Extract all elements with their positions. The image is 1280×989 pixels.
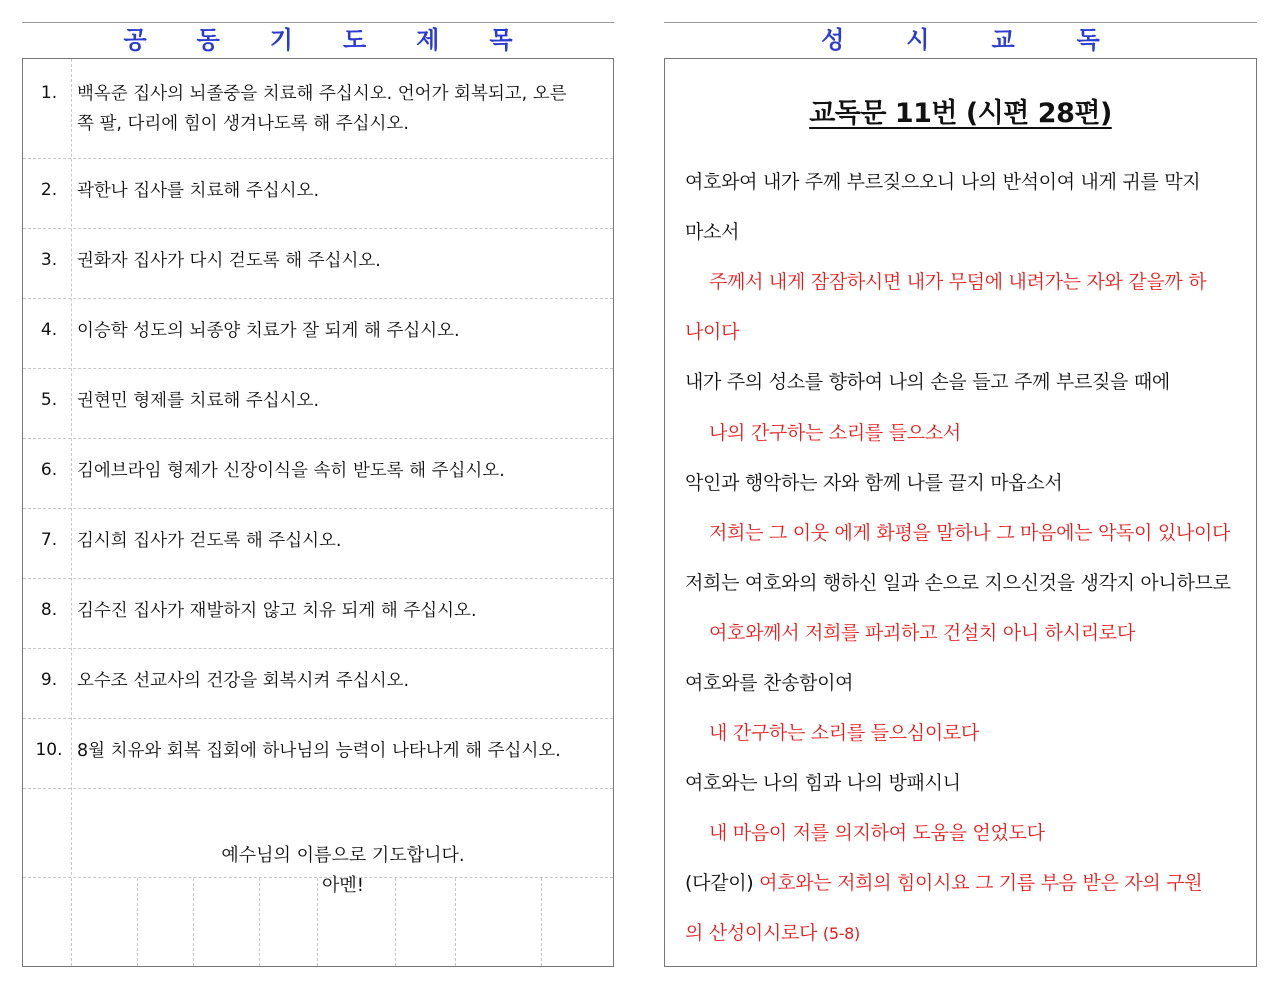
prayer-item	[23, 648, 613, 719]
leader-line: 여호와를 찬송함이여	[685, 672, 854, 694]
grid-divider	[71, 878, 72, 966]
response-line: 주께서 내게 잠잠하시면 내가 무덤에 내려가는 자와 같을까 하	[709, 271, 1207, 293]
unison-label: (다같이)	[685, 872, 754, 894]
prayer-item	[23, 59, 613, 159]
prayer-item	[23, 158, 613, 229]
prayer-number: 8.	[40, 600, 58, 620]
prayer-item	[23, 438, 613, 509]
response-line: 내 간구하는 소리를 들으심이로다	[709, 722, 979, 744]
response-line: 나의 간구하는 소리를 들으소서	[709, 422, 961, 444]
unison-text: 의 산성이시로다	[685, 922, 818, 944]
prayer-text: 권화자 집사가 다시 걷도록 해 주십시오.	[77, 251, 381, 271]
unison-text: 여호와는 저희의 힘이시요 그 기름 부음 받은 자의 구원	[759, 872, 1203, 894]
prayer-number: 7.	[40, 530, 58, 550]
prayer-text: 곽한나 집사를 치료해 주십시오.	[77, 181, 320, 201]
unison-line	[685, 868, 1250, 895]
prayer-text: 김에브라임 형제가 신장이식을 속히 받도록 해 주십시오.	[77, 461, 505, 481]
prayer-number: 3.	[40, 250, 58, 270]
prayer-text: 오수조 선교사의 건강을 회복시켜 주십시오.	[77, 671, 410, 691]
leader-line: 저희는 여호와의 행하신 일과 손으로 지으신것을 생각지 아니하므로	[685, 572, 1231, 594]
prayer-text: 이승학 성도의 뇌종양 치료가 잘 되게 해 주십시오.	[77, 321, 460, 341]
reading-title: 교독문 11번 (시편 28편)	[809, 98, 1112, 129]
prayer-item	[23, 228, 613, 299]
leader-line: 여호와여 내가 주께 부르짖으오니 나의 반석이여 내게 귀를 막지	[685, 171, 1201, 193]
prayer-item	[23, 508, 613, 579]
prayer-text: 백옥준 집사의 뇌졸중을 치료해 주십시오. 언어가 회복되고, 오른쪽 팔, 다리에 힘이 생겨나도록 해 주십시오.	[77, 84, 567, 134]
response-line: 나이다	[685, 321, 740, 343]
verse-reference: (5-8)	[822, 924, 860, 943]
reading-header: 성시교독	[821, 26, 1162, 54]
response-line: 저희는 그 이웃 에게 화평을 말하나 그 마음에는 악독이 있나이다	[709, 522, 1231, 544]
prayer-text: 김시희 집사가 걷도록 해 주십시오.	[77, 531, 342, 551]
prayer-number: 1.	[40, 83, 58, 103]
closing-prayer: 예수님의 이름으로 기도합니다.	[221, 845, 465, 866]
right-header-rule	[664, 22, 1257, 23]
leader-line: 여호와는 나의 힘과 나의 방패시니	[685, 772, 961, 794]
leader-line: 악인과 행악하는 자와 함께 나를 끌지 마옵소서	[685, 472, 1063, 494]
prayer-number: 10.	[35, 740, 63, 760]
prayer-number: 6.	[40, 460, 58, 480]
prayer-item	[23, 718, 613, 789]
responsive-reading-panel	[664, 58, 1257, 967]
prayer-number: 5.	[40, 390, 58, 410]
prayer-text: 권현민 형제를 치료해 주십시오.	[77, 391, 320, 411]
prayer-header: 공동기도제목	[123, 26, 563, 54]
prayer-text: 김수진 집사가 재발하지 않고 치유 되게 해 주십시오.	[77, 601, 477, 621]
prayer-item	[23, 368, 613, 439]
prayer-item	[23, 578, 613, 649]
left-header-rule	[22, 22, 614, 23]
unison-line	[685, 918, 1250, 945]
closing-amen: 아멘!	[322, 875, 364, 896]
prayer-number: 4.	[40, 320, 58, 340]
prayer-list-panel	[22, 58, 614, 967]
leader-line: 마소서	[685, 221, 740, 243]
prayer-number: 9.	[40, 670, 58, 690]
response-line: 내 마음이 저를 의지하여 도움을 얻었도다	[709, 822, 1045, 844]
prayer-text: 8월 치유와 회복 집회에 하나님의 능력이 나타나게 해 주십시오.	[77, 741, 561, 761]
prayer-item	[23, 298, 613, 369]
leader-line: 내가 주의 성소를 향하여 나의 손을 들고 주께 부르짖을 때에	[685, 371, 1170, 393]
response-line: 여호와께서 저희를 파괴하고 건설치 아니 하시리로다	[709, 622, 1135, 644]
prayer-number: 2.	[40, 180, 58, 200]
